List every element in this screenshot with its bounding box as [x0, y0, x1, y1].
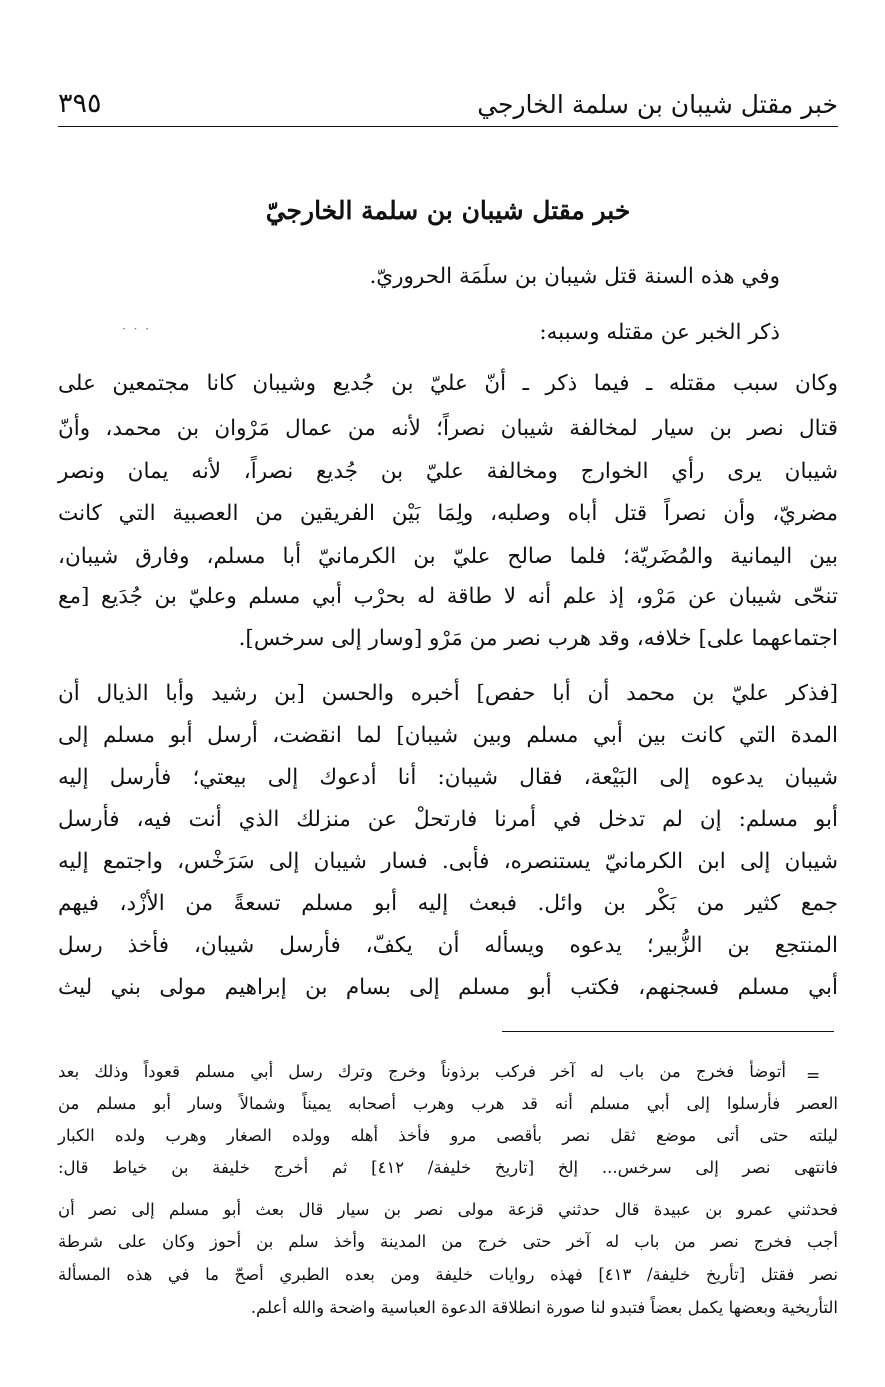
page-number: ٣٩٥ [58, 88, 102, 119]
body-line: المنتجع بن الزُّبير؛ يدعوه ويسأله أن يكفّ، فأرسل شيبان، فأخذ رسل [58, 933, 838, 958]
running-title: خبر مقتل شيبان بن سلمة الخارجي [477, 90, 838, 119]
body-line: المدة التي كانت بين أبي مسلم وبين شيبان] لما انقضت، أرسل أبو مسلم إلى [58, 723, 838, 748]
footnote-line: أتوضأ فخرج من باب له آخر فركب برذوناً وخرج وترك رسل أبي مسلم قعوداً وذلك بعد [58, 1062, 786, 1081]
body-line: ذكر الخبر عن مقتله وسببه: [539, 320, 780, 345]
footnote-line: فانتهى نصر إلى سرخس... إلخ [تاريخ خليفة/ ٤١٢] ثم أخرج خليفة بن خياط قال: [58, 1158, 838, 1177]
body-line: مضريّ، وأن نصراً قتل أباه وصلبه، ولِمَا بَيْن الفريقين من العصبية التي كانت [58, 501, 838, 526]
body-line: [فذكر عليّ بن محمد أن أبا حفص] أخبره والحسن [بن رشيد وأبا الذيال أن [58, 681, 838, 706]
body-line: شيبان إلى ابن الكرمانيّ يستنصره، فأبى. فسار شيبان إلى سَرَخْس، واجتمع إليه [58, 849, 838, 874]
running-header [58, 84, 838, 126]
margin-dots: · · · [122, 322, 152, 336]
footnote-line: أجب فخرج نصر من باب له آخر حتى خرج من المدينة وأخذ سلم بن أحوز وكان على شرطة [58, 1232, 838, 1251]
body-line: شيبان يرى رأي الخوارج ومخالفة عليّ بن جُديع نصراً، لأنه يمان ونصر [58, 459, 838, 484]
body-line: بين اليمانية والمُضَريّة؛ فلما صالح عليّ بن الكرمانيّ أبا مسلم، وفارق شيبان، [58, 544, 838, 569]
body-line: قتال نصر بن سيار لمخالفة شيبان نصراً؛ لأنه من عمال مَرْوان بن محمد، وأنّ [58, 416, 838, 441]
footnote-line: ليلته حتى أتى موضع ثقل نصر بأقصى مرو فأخذ أهله وولده الصغار وهرب ولده الكبار [58, 1126, 838, 1145]
footnote-line: نصر فقتل [تأريخ خليفة/ ٤١٣] فهذه روايات خليفة ومن بعده الطبري أصحّ ما في هذه المسألة [58, 1265, 838, 1284]
footnote-line: العصر فأرسلوا إلى أبي مسلم أنه قد هرب وهرب أصحابه يميناً وشمالاً وسار أبو مسلم من [58, 1094, 838, 1113]
footnote-line: التأريخية وبعضها يكمل بعضاً فتبدو لنا صورة انطلاقة الدعوة العباسية واضحة والله أعلم. [250, 1298, 838, 1317]
body-line: وفي هذه السنة قتل شيبان بن سلَمَة الحروريّ. [369, 264, 780, 289]
body-line: تنحّى شيبان عن مَرْو، إذ علم أنه لا طاقة له بحرْب أبي مسلم وعليّ بن جُدَيع [مع [58, 584, 838, 609]
body-line: جمع كثير من بَكْر بن وائل. فبعث إليه أبو مسلم تسعةً من الأزْد، فيهم [58, 891, 838, 916]
footnote-rule [502, 1031, 834, 1032]
chapter-heading: خبر مقتل شيبان بن سلمة الخارجيّ [265, 196, 631, 225]
body-line: اجتماعهما على] خلافه، وقد هرب نصر من مَرْو [وسار إلى سرخس]. [238, 626, 838, 651]
body-line: أبو مسلم: إن لم تدخل في أمرنا فارتحلْ عن منزلك الذي أنت فيه، فأرسل [58, 807, 839, 832]
body-line: شيبان يدعوه إلى البَيْعة، فقال شيبان: أنا أدعوك إلى بيعتي؛ فأرسل إليه [58, 765, 838, 790]
footnote-continuation-mark: = [806, 1066, 821, 1086]
body-line: وكان سبب مقتله ـ فيما ذكر ـ أنّ عليّ بن جُديع وشيبان كانا مجتمعين على [58, 371, 838, 396]
header-rule [58, 126, 838, 127]
body-line: أبي مسلم فسجنهم، فكتب أبو مسلم إلى بسام بن إبراهيم مولى بني ليث [58, 975, 838, 1000]
footnote-line: فحدثني عمرو بن عبيدة قال حدثني قزعة مولى نصر بن سيار قال بعث أبو مسلم إلى نصر أن [58, 1200, 838, 1219]
